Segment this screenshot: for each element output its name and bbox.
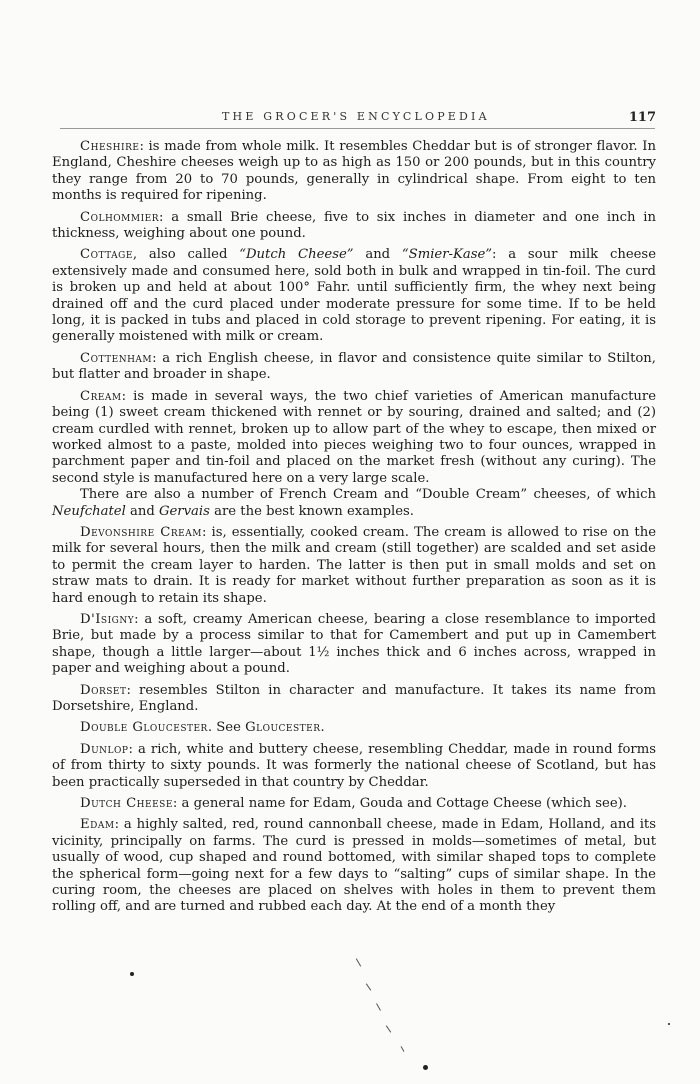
entry-example-italic: Gervais [158,503,210,519]
entry-cream-continued [52,487,656,520]
page-body [52,139,656,921]
entry-devonshire-cream [52,525,656,607]
entry-text: : is made from whole milk. It resembles Cheddar but is of stronger flavor. In England, Cheshire cheeses weigh up to as high as 150 or 200 pounds, but in this country they range from 20 to 70 pounds, generally in cylindrical shape. From eight to ten months is required for ripening. [52,139,656,204]
entry-text-mid: and [125,503,159,519]
scan-speck [423,1065,428,1070]
entry-term: Double Gloucester [80,720,208,736]
entry-text: : a small Brie cheese, five to six inches in diameter and one inch in thickness, weighing about one pound. [52,209,656,242]
entry-term: Edam [80,817,115,833]
scan-mark [356,958,361,966]
entry-term: Cottenham [80,350,153,366]
scan-mark [386,1025,391,1032]
entry-alias-italic: “Smier-Kase” [401,247,493,263]
entry-text-pre: , also called [132,247,240,263]
entry-dunlop [52,742,656,791]
entry-term: Dutch Cheese [80,796,173,812]
entry-term: Cottage [80,247,133,263]
entry-text-post: . [320,720,325,736]
header-rule [60,128,655,129]
entry-cottage [52,247,656,345]
entry-text: : is, essentially, cooked cream. The cream is allowed to rise on the milk for several hours, then the milk and cream (still together) are scalded and set aside to permit the cream layer to harden. The latter is then put in small molds and set on straw mats to drain. It is ready for market without further preparation as soon as it is hard enough to retain its shape. [52,524,656,606]
entry-term: Dorset [80,682,127,698]
entry-text: are the best known examples. [209,503,414,519]
entry-term: D'Isigny [80,611,135,627]
entry-text: : a rich English cheese, in flavor and consistence quite similar to Stilton, but flatter and broader in shape. [52,350,656,383]
scan-mark [401,1046,405,1052]
entry-text: : resembles Stilton in character and manufacture. It takes its name from Dorsetshire, England. [52,682,656,714]
entry-double-gloucester [52,720,656,736]
entry-text: : a soft, creamy American cheese, bearing a close resemblance to imported Brie, but made by a process similar to that for Camembert and put up in Camembert shape, though a little larger—about 1½ inches thick and 6 inches across, wrapped in paper and weighing about a pound. [52,611,656,677]
entry-text: : a highly salted, red, round cannonball cheese, made in Edam, Holland, and its vicinity, principally on farms. The curd is pressed in molds—sometimes of metal, but usually of wood, cup shaped and round bottomed, with similar shaped tops to complete the spherical form—going next for a few days to “salting” cups of similar shape. In the curing room, the cheeses are placed on shelves with holes in them to prevent them rolling off, and are turned and rubbed each day. At the end of a month they [52,817,656,915]
entry-text: : a rich, white and buttery cheese, resembling Cheddar, made in round forms of from thirty to sixty pounds. It was formerly the national cheese of Scotland, but has been practically superseded in that country by Cheddar. [52,741,656,790]
entry-text: . See [207,720,246,736]
entry-example-italic: Neufchatel [52,503,126,519]
entry-term: Devonshire Cream [80,524,202,540]
entry-text-pre: There are also a number of French Cream and “Double Cream” cheeses, of which [80,487,656,503]
entry-term: Dunlop [80,741,129,757]
entry-dutch-cheese [52,796,656,812]
entry-term: Colhommier [80,209,160,225]
scan-mark [668,1023,670,1025]
entry-disigny [52,612,656,678]
entry-term: Cream [80,388,122,404]
entry-cream [52,389,656,487]
entry-text: : a sour milk cheese extensively made and consumed here, sold both in bulk and wrapped in tin-foil. The curd is broken up and held at about 100° Fahr. until sufficiently firm, the whey next being drained off and the curd placed under moderate pressure for some time. If to be held long, it is packed in tubs and placed in cold storage to prevent ripening. For eating, it is generally moistened with milk or cream. [52,247,657,345]
scan-mark [376,1003,381,1010]
entry-cheshire [52,139,656,205]
page-number: 117 [628,110,656,125]
entry-term: Cheshire [80,139,140,154]
entry-cottenham [52,351,656,384]
running-header [52,110,656,130]
running-title: THE GROCER'S ENCYCLOPEDIA [222,110,490,123]
entry-alias-italic: “Dutch Cheese” [239,247,354,263]
entry-dorset [52,683,656,716]
entry-edam [52,817,656,915]
entry-text-mid: and [353,247,402,263]
entry-text: : is made in several ways, the two chief varieties of American manufacture being (1) sweet cream thickened with rennet or by souring, drained and salted; and (2) cream curdled with rennet, broken up to allow part of the whey to escape, then mixed or worked almost to a paste, molded into pieces weighing two to four ounces, wrapped in parchment paper and tin-foil and placed on the market fresh (without any curing). The second style is manufactured here on a very large scale. [52,388,656,486]
scan-mark [366,983,371,990]
scan-speck [130,972,134,976]
cross-reference: Gloucester [245,720,321,736]
entry-colhommier [52,210,656,243]
entry-text: : a general name for Edam, Gouda and Cottage Cheese (which see). [172,796,627,812]
